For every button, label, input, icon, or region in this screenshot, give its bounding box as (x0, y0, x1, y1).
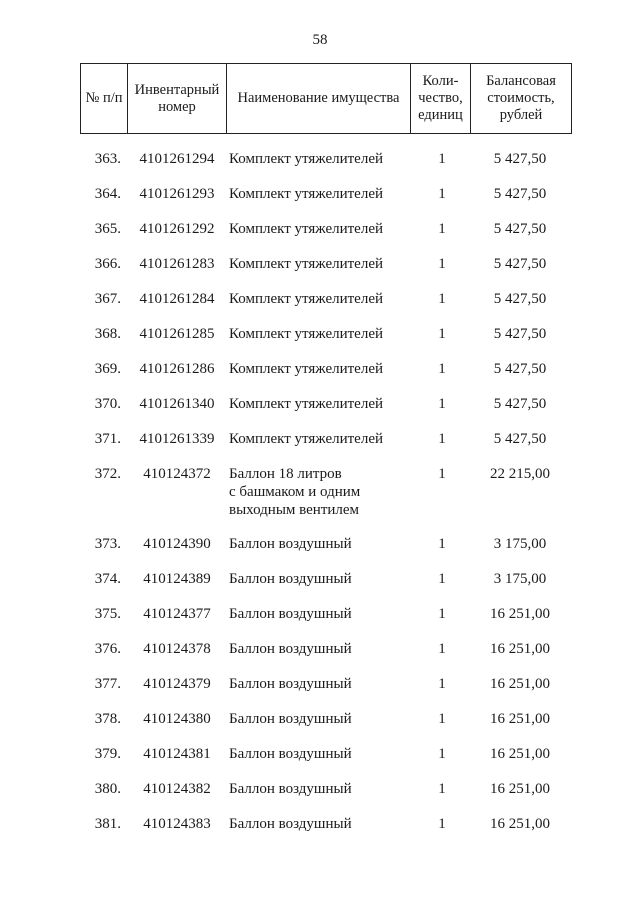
row-number: 363. (94, 151, 121, 167)
row-number: 372. (94, 466, 121, 482)
table-row (0, 780, 640, 815)
quantity: 1 (438, 711, 446, 727)
table-row (0, 605, 640, 640)
row-number: 368. (94, 326, 121, 342)
page-number: 58 (312, 32, 328, 48)
inventory-number: 410124380 (143, 711, 211, 727)
table-row (0, 255, 640, 290)
table-header (80, 63, 572, 134)
row-number: 374. (94, 571, 121, 587)
row-number: 378. (94, 711, 121, 727)
balance-cost: 16 251,00 (490, 746, 550, 762)
property-name (229, 220, 409, 238)
header-col-inventory: Инвентарный номер (128, 64, 227, 134)
property-name-line: Комплект утяжелителей (229, 221, 384, 237)
row-number: 375. (94, 606, 121, 622)
inventory-number: 410124381 (143, 746, 211, 762)
quantity: 1 (438, 396, 446, 412)
property-name-line: Баллон воздушный (229, 781, 352, 797)
inventory-number: 410124390 (143, 536, 211, 552)
inventory-number: 4101261339 (139, 431, 215, 447)
row-number: 377. (94, 676, 121, 692)
balance-cost: 22 215,00 (490, 466, 550, 482)
quantity: 1 (438, 256, 446, 272)
table-body (0, 150, 640, 850)
property-name-line: Баллон воздушный (229, 816, 352, 832)
row-number: 364. (94, 186, 121, 202)
property-name-line: Комплект утяжелителей (229, 291, 384, 307)
balance-cost: 16 251,00 (490, 781, 550, 797)
row-number: 369. (94, 361, 121, 377)
property-name-line: Комплект утяжелителей (229, 396, 384, 412)
property-name (229, 745, 409, 763)
property-name-line: Баллон воздушный (229, 606, 352, 622)
inventory-number: 4101261292 (139, 221, 215, 237)
quantity: 1 (438, 221, 446, 237)
inventory-number: 410124372 (143, 466, 211, 482)
property-name-line: с башмаком и одним (229, 484, 361, 500)
table-row (0, 220, 640, 255)
inventory-number: 410124383 (143, 816, 211, 832)
property-name-line: Комплект утяжелителей (229, 361, 384, 377)
balance-cost: 5 427,50 (493, 326, 547, 342)
table-row (0, 815, 640, 850)
inventory-number: 410124377 (143, 606, 211, 622)
balance-cost: 3 175,00 (493, 571, 547, 587)
row-number: 366. (94, 256, 121, 272)
property-name (229, 465, 409, 519)
table-row (0, 570, 640, 605)
inventory-number: 4101261283 (139, 256, 215, 272)
quantity: 1 (438, 186, 446, 202)
property-name (229, 325, 409, 343)
header-col-num: № п/п (81, 64, 128, 134)
quantity: 1 (438, 536, 446, 552)
property-name (229, 640, 409, 658)
quantity: 1 (438, 151, 446, 167)
property-name (229, 290, 409, 308)
inventory-number: 410124382 (143, 781, 211, 797)
property-name-line: Баллон воздушный (229, 536, 352, 552)
quantity: 1 (438, 816, 446, 832)
property-name-line: Баллон 18 литров (229, 466, 342, 482)
table-row (0, 675, 640, 710)
balance-cost: 16 251,00 (490, 641, 550, 657)
quantity: 1 (438, 746, 446, 762)
balance-cost: 16 251,00 (490, 711, 550, 727)
row-number: 367. (94, 291, 121, 307)
quantity: 1 (438, 641, 446, 657)
balance-cost: 5 427,50 (493, 291, 547, 307)
inventory-number: 4101261340 (139, 396, 215, 412)
balance-cost: 3 175,00 (493, 536, 547, 552)
table-row (0, 150, 640, 185)
balance-cost: 16 251,00 (490, 606, 550, 622)
property-name (229, 395, 409, 413)
property-name-line: Комплект утяжелителей (229, 326, 384, 342)
property-name (229, 430, 409, 448)
row-number: 381. (94, 816, 121, 832)
table-row (0, 465, 640, 535)
property-name-line: Комплект утяжелителей (229, 256, 384, 272)
property-name-line: Баллон воздушный (229, 641, 352, 657)
table-row (0, 535, 640, 570)
quantity: 1 (438, 781, 446, 797)
quantity: 1 (438, 466, 446, 482)
quantity: 1 (438, 291, 446, 307)
balance-cost: 5 427,50 (493, 396, 547, 412)
property-name-line: Баллон воздушный (229, 676, 352, 692)
property-name (229, 780, 409, 798)
property-name-line: Комплект утяжелителей (229, 186, 384, 202)
balance-cost: 5 427,50 (493, 151, 547, 167)
property-name (229, 185, 409, 203)
row-number: 373. (94, 536, 121, 552)
inventory-number: 410124379 (143, 676, 211, 692)
table-row (0, 745, 640, 780)
quantity: 1 (438, 676, 446, 692)
property-name (229, 360, 409, 378)
table-row (0, 290, 640, 325)
balance-cost: 16 251,00 (490, 676, 550, 692)
property-name (229, 675, 409, 693)
table-row (0, 185, 640, 220)
property-name (229, 150, 409, 168)
balance-cost: 5 427,50 (493, 256, 547, 272)
property-name-line: Комплект утяжелителей (229, 431, 384, 447)
property-name (229, 255, 409, 273)
quantity: 1 (438, 326, 446, 342)
inventory-number: 4101261286 (139, 361, 215, 377)
property-name-line: Баллон воздушный (229, 711, 352, 727)
quantity: 1 (438, 606, 446, 622)
property-name (229, 710, 409, 728)
table-row (0, 430, 640, 465)
balance-cost: 16 251,00 (490, 816, 550, 832)
table-row (0, 360, 640, 395)
quantity: 1 (438, 571, 446, 587)
table-row (0, 395, 640, 430)
property-name-line: Баллон воздушный (229, 746, 352, 762)
inventory-number: 4101261284 (139, 291, 215, 307)
balance-cost: 5 427,50 (493, 361, 547, 377)
row-number: 365. (94, 221, 121, 237)
inventory-number: 4101261294 (139, 151, 215, 167)
property-name (229, 605, 409, 623)
balance-cost: 5 427,50 (493, 221, 547, 237)
table-row (0, 325, 640, 360)
balance-cost: 5 427,50 (493, 431, 547, 447)
row-number: 370. (94, 396, 121, 412)
inventory-number: 410124389 (143, 571, 211, 587)
row-number: 379. (94, 746, 121, 762)
row-number: 376. (94, 641, 121, 657)
header-col-qty: Коли-чество, единиц (411, 64, 471, 134)
quantity: 1 (438, 361, 446, 377)
property-name (229, 815, 409, 833)
inventory-number: 4101261293 (139, 186, 215, 202)
property-name-line: Баллон воздушный (229, 571, 352, 587)
property-name (229, 535, 409, 553)
header-col-cost: Балансовая стоимость, рублей (471, 64, 572, 134)
inventory-number: 410124378 (143, 641, 211, 657)
inventory-number: 4101261285 (139, 326, 215, 342)
table-row (0, 640, 640, 675)
row-number: 371. (94, 431, 121, 447)
balance-cost: 5 427,50 (493, 186, 547, 202)
table-row (0, 710, 640, 745)
property-name-line: выходным вентилем (229, 502, 360, 518)
quantity: 1 (438, 431, 446, 447)
property-name (229, 570, 409, 588)
property-name-line: Комплект утяжелителей (229, 151, 384, 167)
row-number: 380. (94, 781, 121, 797)
header-col-name: Наименование имущества (227, 64, 411, 134)
